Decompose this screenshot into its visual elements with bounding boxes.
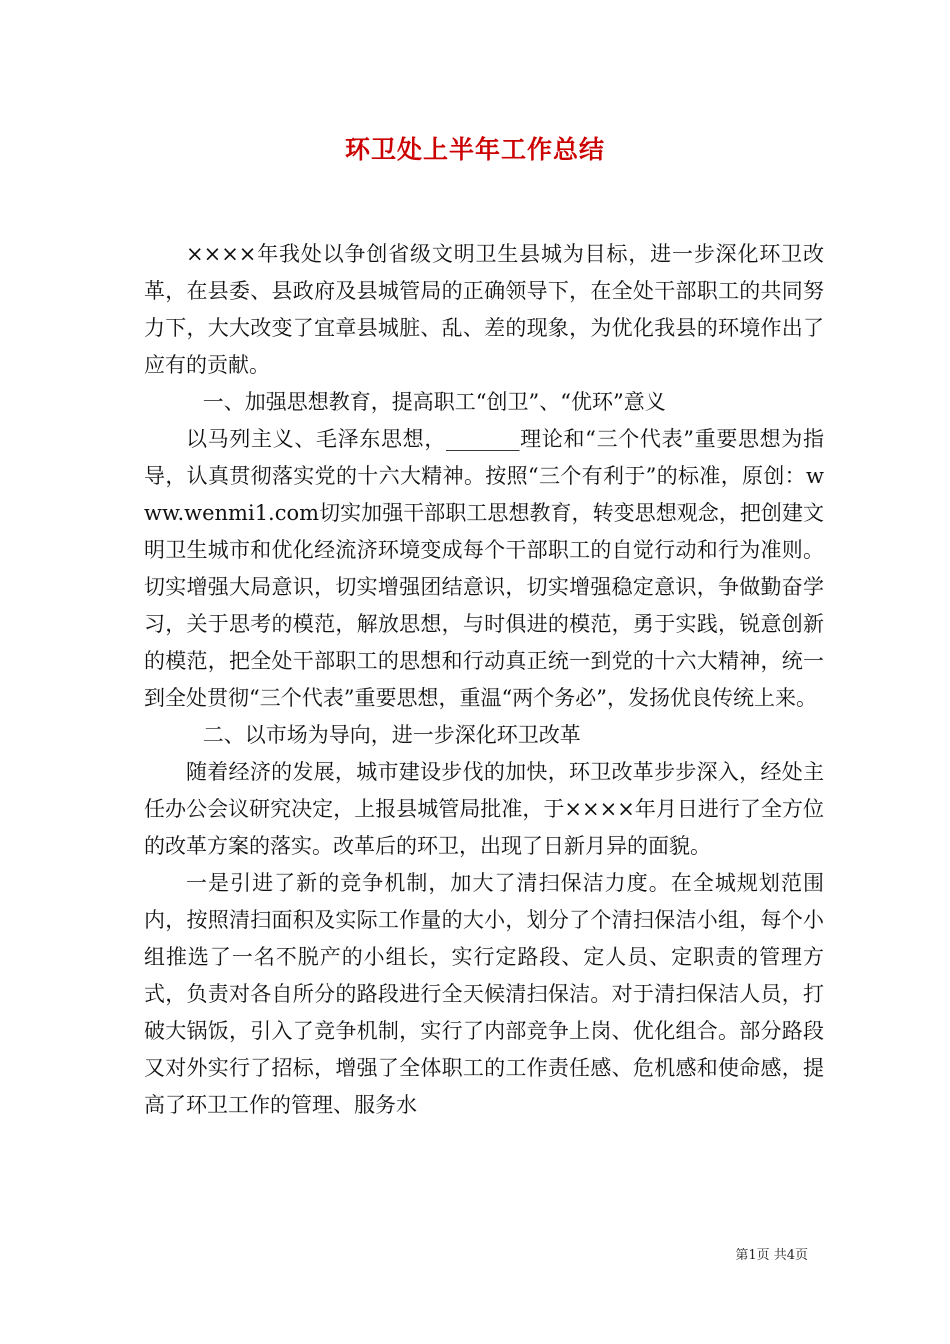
section-heading-1: 一、加强思想教育，提高职工“创卫”、“优环”意义 xyxy=(202,390,666,414)
page-number-footer: 第1页 共4页 xyxy=(735,1248,808,1263)
section-heading-2: 二、以市场为导向，进一步深化环卫改革 xyxy=(202,723,581,747)
section-2-paragraph-2: 一是引进了新的竞争机制，加大了清扫保洁力度。在全城规划范围内，按照清扫面积及实际工作量的大小，划分了个清扫保洁小组，每个小组推选了一名不脱产的小组长，实行定路段、定人员、定职责的管理方式，负责对各自所分的路段进行全天候清扫保洁。对于清扫保洁人员，打破大锅饭，引入了竞争机制，实行了内部竞争上岗、优化组合。部分路段又对外实行了招标，增强了全体职工的工作责任感、危机感和使命感，提高了环卫工作的管理、服务水 xyxy=(144,871,824,1117)
section-1-paragraph: 以马列主义、毛泽东思想，_______理论和“三个代表”重要思想为指导，认真贯彻落实党的十六大精神。按照“三个有利于”的标准，原创：www.wenmi1.com切实加强干部职工思想教育，转变思想观念，把创建文明卫生城市和优化经流济环境变成每个干部职工的自觉行动和行为准则。切实增强大局意识，切实增强团结意识，切实增强稳定意识，争做勤奋学习，关于思考的模范，解放思想，与时俱进的模范，勇于实践，锐意创新的模范，把全处干部职工的思想和行动真正统一到党的十六大精神，统一到全处贯彻“三个代表”重要思想，重温“两个务必”，发扬优良传统上来。 xyxy=(144,427,824,710)
document-title: 环卫处上半年工作总结 xyxy=(344,135,605,164)
document-body xyxy=(144,236,824,1124)
section-2-paragraph-1: 随着经济的发展，城市建设步伐的加快，环卫改革步步深入，经处主任办公会议研究决定，上报县城管局批准，于××××年月日进行了全方位的改革方案的落实。改革后的环卫，出现了日新月异的面貌。 xyxy=(144,760,824,858)
intro-paragraph: ××××年我处以争创省级文明卫生县城为目标，进一步深化环卫改革，在县委、县政府及县城管局的正确领导下，在全处干部职工的共同努力下，大大改变了宜章县城脏、乱、差的现象，为优化我县的环境作出了应有的贡献。 xyxy=(144,242,824,377)
